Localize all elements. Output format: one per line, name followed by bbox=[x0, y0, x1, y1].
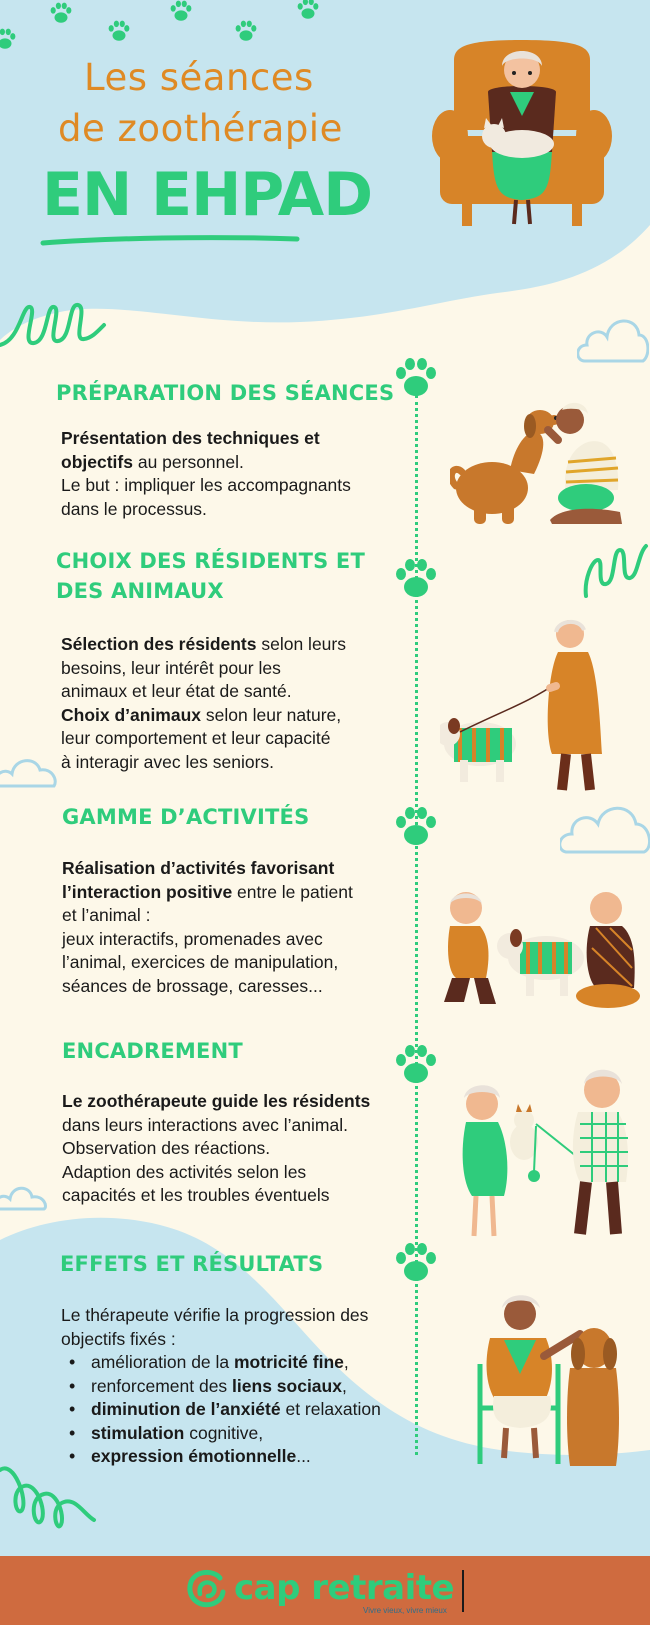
text-run: entre le patient bbox=[232, 881, 353, 902]
paw-icon bbox=[48, 0, 74, 26]
text-run: selon leurs bbox=[256, 634, 346, 654]
section-title-line: ENCADREMENT bbox=[62, 1039, 243, 1063]
section-title-activites bbox=[62, 802, 309, 832]
bold-text: Choix d’animaux bbox=[61, 704, 202, 725]
text-run: cognitive, bbox=[184, 1422, 264, 1443]
spiral-icon bbox=[0, 285, 110, 365]
brand-logo-link[interactable] bbox=[186, 1568, 454, 1608]
title-line-2: de zoothérapie bbox=[58, 107, 343, 150]
intro-line: objectifs fixés : bbox=[61, 1328, 176, 1349]
section-title-choix bbox=[56, 546, 365, 606]
text-run: selon leur nature, bbox=[201, 704, 342, 725]
paw-icon bbox=[392, 556, 440, 602]
text-run: Adaption des activités selon les bbox=[62, 1161, 307, 1182]
paw-icon bbox=[0, 26, 18, 52]
brand-tagline: Vivre vieux, vivre mieux bbox=[363, 1606, 447, 1615]
grandmother-armchair-cat-illustration bbox=[432, 40, 612, 232]
paw-icon bbox=[168, 0, 194, 24]
section-text-choix bbox=[61, 633, 421, 774]
text-run: renforcement des bbox=[91, 1375, 233, 1396]
title-line-1: Les séances bbox=[84, 56, 314, 99]
cap-retraite-logo-icon bbox=[186, 1568, 226, 1608]
bold-text: Présentation des techniques et bbox=[61, 428, 320, 448]
spiral-icon bbox=[582, 530, 650, 600]
paw-icon bbox=[392, 1042, 440, 1088]
text-run: animaux et leur état de santé. bbox=[61, 681, 292, 701]
effets-intro bbox=[61, 1304, 431, 1351]
bold-text: stimulation bbox=[91, 1422, 185, 1443]
section-title-line: EFFETS ET RÉSULTATS bbox=[60, 1252, 324, 1276]
paw-icon bbox=[233, 18, 259, 44]
cloud-icon bbox=[0, 1165, 50, 1217]
paw-icon bbox=[392, 1240, 440, 1286]
text-run: Le but : impliquer les accompagnants bbox=[61, 475, 351, 495]
text-run: l’animal, exercices de manipulation, bbox=[62, 952, 339, 972]
bold-text: expression émotionnelle bbox=[91, 1446, 297, 1466]
section-title-line: CHOIX DES RÉSIDENTS ET bbox=[56, 549, 366, 573]
section-title-line: PRÉPARATION DES SÉANCES bbox=[56, 381, 395, 405]
bold-text: liens sociaux bbox=[232, 1375, 342, 1396]
title-line-3: EN EHPAD bbox=[42, 160, 372, 230]
paw-icon bbox=[392, 355, 440, 401]
section-title-line: GAMME D’ACTIVITÉS bbox=[62, 805, 310, 829]
cloud-icon bbox=[560, 790, 650, 860]
bold-text: diminution de l’anxiété bbox=[91, 1399, 281, 1419]
section-text-encadrement bbox=[62, 1090, 422, 1208]
section-text-preparation bbox=[61, 427, 421, 521]
effets-list bbox=[81, 1351, 431, 1469]
text-run: jeux interactifs, promenades avec bbox=[62, 928, 323, 949]
text-run: leur comportement et leur capacité bbox=[61, 728, 331, 748]
text-run: Observation des réactions. bbox=[62, 1138, 271, 1158]
text-run: capacités et les troubles éventuels bbox=[62, 1185, 330, 1205]
list-item bbox=[81, 1422, 431, 1446]
paw-icon bbox=[295, 0, 321, 22]
brand-divider bbox=[462, 1570, 464, 1612]
intro-line: Le thérapeute vérifie la progression des bbox=[61, 1305, 369, 1325]
list-item bbox=[81, 1351, 431, 1375]
text-run: ... bbox=[296, 1446, 311, 1466]
paw-icon bbox=[106, 18, 132, 44]
text-run: et l’animal : bbox=[62, 905, 151, 925]
section-title-line: DES ANIMAUX bbox=[56, 579, 224, 603]
list-item bbox=[81, 1445, 431, 1469]
bold-text: l’interaction positive bbox=[62, 881, 233, 902]
woman-hugging-dog-illustration bbox=[450, 400, 630, 530]
bold-text: Réalisation d’activités favorisant bbox=[62, 858, 335, 878]
text-run: amélioration de la bbox=[91, 1352, 234, 1372]
cloud-icon bbox=[577, 305, 649, 371]
bold-text: Sélection des résidents bbox=[61, 634, 257, 654]
list-item bbox=[81, 1398, 431, 1422]
wheelchair-senior-dog-illustration bbox=[470, 1288, 630, 1470]
brand-name: cap retraite bbox=[234, 1568, 455, 1608]
man-walking-dog-illustration bbox=[440, 612, 620, 794]
section-title-effets bbox=[60, 1249, 323, 1279]
text-run: à interagir avec les seniors. bbox=[61, 751, 275, 772]
section-text-effets bbox=[61, 1304, 431, 1469]
text-run: besoins, leur intérêt pour les bbox=[61, 657, 281, 678]
list-item bbox=[81, 1375, 431, 1399]
text-run: dans le processus. bbox=[61, 498, 207, 519]
bold-text: objectifs bbox=[61, 451, 133, 472]
text-run: dans leurs interactions avec l’animal. bbox=[62, 1114, 348, 1135]
section-title-preparation bbox=[56, 378, 394, 408]
title-underline bbox=[40, 234, 300, 248]
section-title-encadrement bbox=[62, 1036, 243, 1066]
text-run: séances de brossage, caresses... bbox=[62, 975, 323, 996]
seniors-with-cat-illustration bbox=[452, 1064, 632, 1242]
text-run: , bbox=[341, 1375, 347, 1396]
seniors-petting-dog-illustration bbox=[436, 888, 640, 1012]
bold-text: Le zoothérapeute guide les résidents bbox=[62, 1091, 371, 1111]
section-text-activites bbox=[62, 857, 422, 998]
text-run: au personnel. bbox=[132, 451, 244, 472]
text-run: , bbox=[343, 1352, 349, 1372]
cloud-icon bbox=[0, 738, 64, 794]
text-run: et relaxation bbox=[280, 1399, 381, 1419]
bold-text: motricité fine bbox=[234, 1352, 344, 1372]
paw-icon bbox=[392, 804, 440, 850]
